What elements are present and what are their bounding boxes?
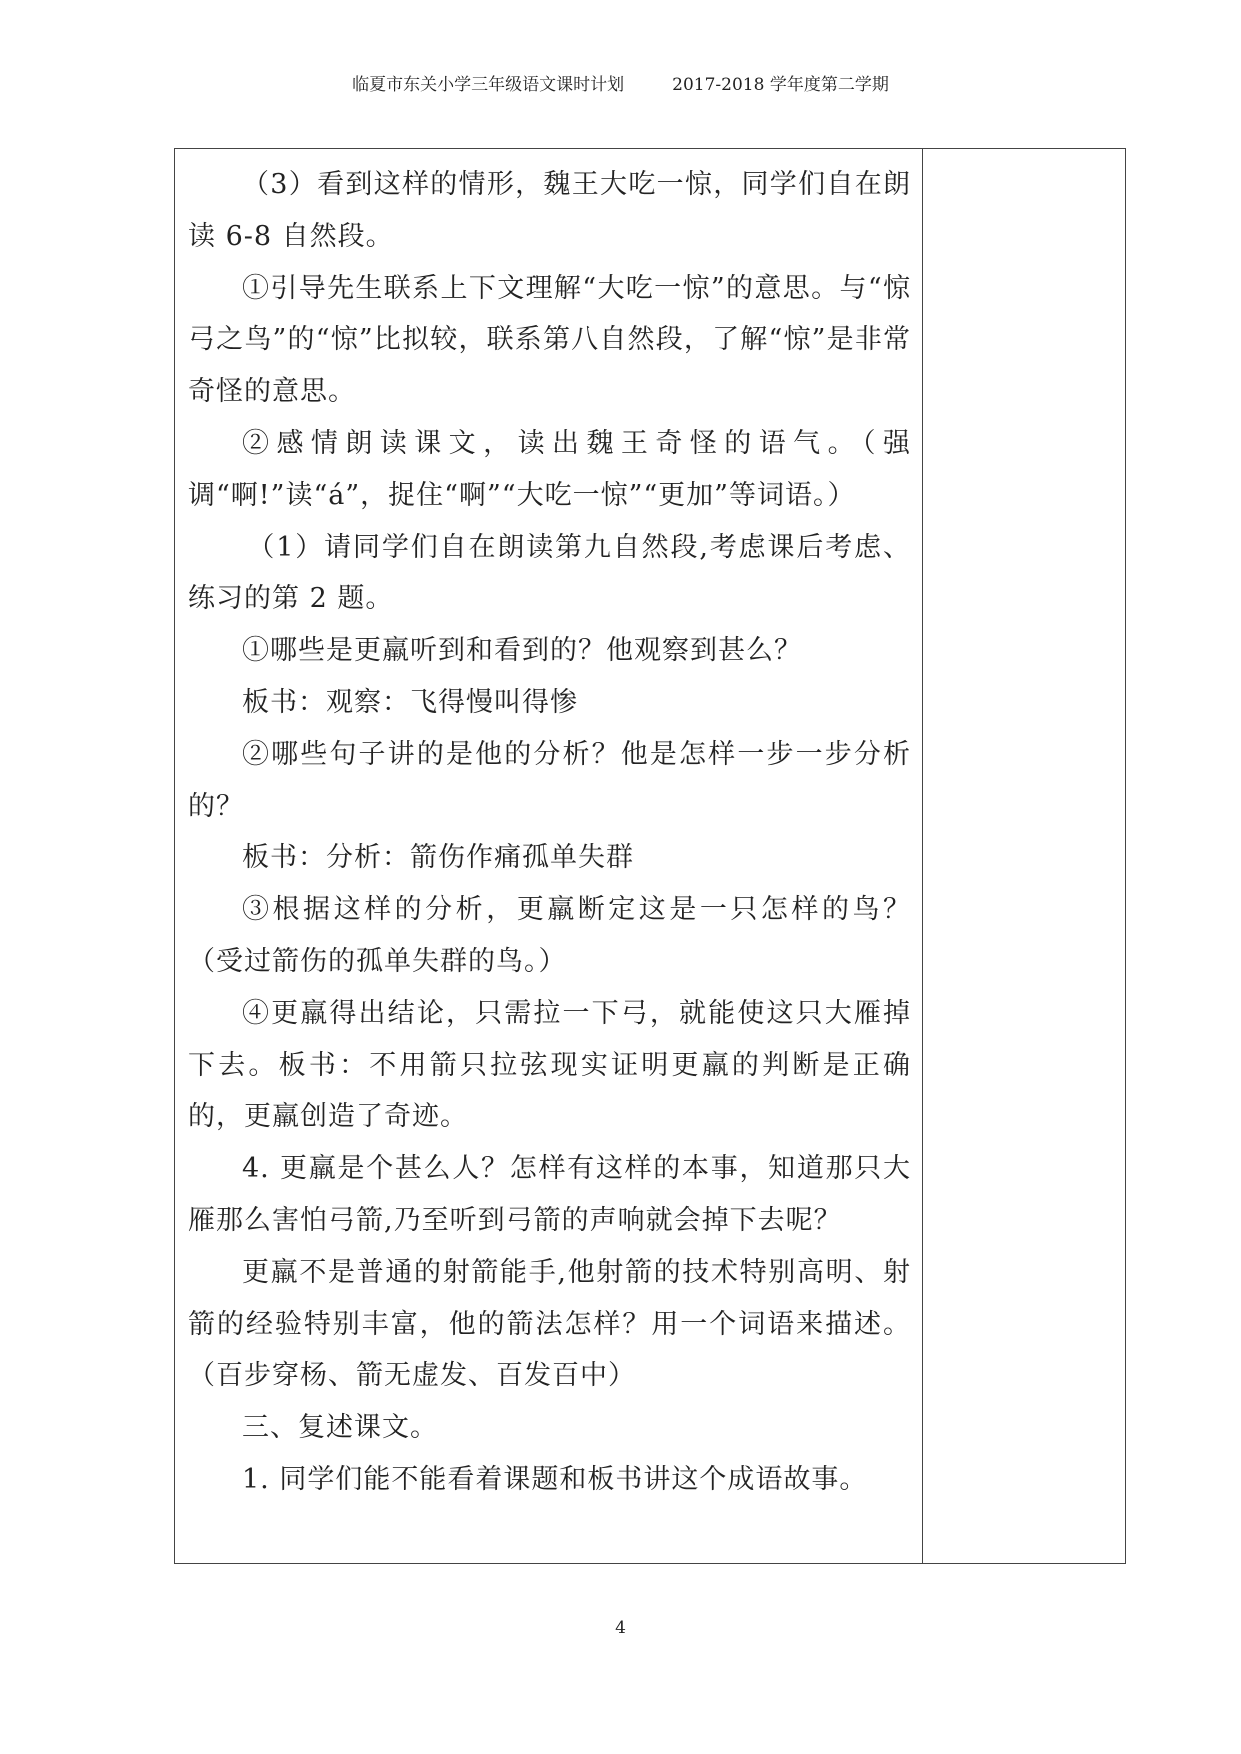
paragraph-board-analysis: 板书：分析：箭伤作痛孤单失群 xyxy=(242,842,634,874)
paragraph-understand-meaning: ①引导先生联系上下文理解“大吃一惊”的意思。与“惊弓之鸟”的“惊”比拟较，联系第八自然段，了解“惊”是非常奇怪的意思。 xyxy=(188,272,911,408)
term-label: 2017-2018 学年度第二学期 xyxy=(672,75,889,95)
lesson-plan-table xyxy=(174,148,1126,1564)
column-divider xyxy=(922,149,923,1563)
paragraph-who-is-gengying: 4. 更羸是个甚么人？怎样有这样的本事，知道那只大雁那么害怕弓箭,乃至听到弓箭的声响就会掉下去呢？ xyxy=(188,1153,911,1236)
paragraph-1-reading: （1）请同学们自在朗读第九自然段,考虑课后考虑、练习的第 2 题。 xyxy=(188,531,911,615)
page-header xyxy=(0,70,1241,95)
lesson-content-cell xyxy=(188,159,911,1506)
paragraph-archer-skill: 更羸不是普通的射箭能手,他射箭的技术特别高明、射箭的经验特别丰富，他的箭法怎样？用一个词语来描述。（百步穿杨、箭无虚发、百发百中） xyxy=(188,1256,911,1392)
paragraph-board-observe: 板书：观察：飞得慢叫得惨 xyxy=(242,686,578,718)
paragraph-section-retell: 三、复述课文。 xyxy=(242,1412,438,1444)
paragraph-conclusion-bow: ④更羸得出结论，只需拉一下弓，就能使这只大雁掉下去。板书：不用箭只拉弦现实证明更羸的判断是正确的，更羸创造了奇迹。 xyxy=(188,997,911,1133)
page-number: 4 xyxy=(615,1618,626,1638)
paragraph-conclusion-bird: ③根据这样的分析，更羸断定这是一只怎样的鸟？（受过箭伤的孤单失群的鸟。） xyxy=(188,894,911,977)
paragraph-3-reading: （3）看到这样的情形，魏王大吃一惊，同学们自在朗读 6-8 自然段。 xyxy=(188,169,911,252)
paragraph-question-observe: ①哪些是更羸听到和看到的？他观察到甚么？ xyxy=(242,635,802,667)
paragraph-retell-task: 1. 同学们能不能看着课题和板书讲这个成语故事。 xyxy=(242,1463,868,1495)
school-title: 临夏市东关小学三年级语文课时计划 xyxy=(352,75,625,95)
paragraph-question-analysis: ②哪些句子讲的是他的分析？他是怎样一步一步分析的？ xyxy=(188,738,911,822)
notes-cell xyxy=(924,149,1125,1563)
paragraph-emotional-reading: ②感情朗读课文，读出魏王奇怪的语气。（强调“啊!”读“á”，捉住“啊”“大吃一惊”“更加”等词语。） xyxy=(188,427,911,511)
